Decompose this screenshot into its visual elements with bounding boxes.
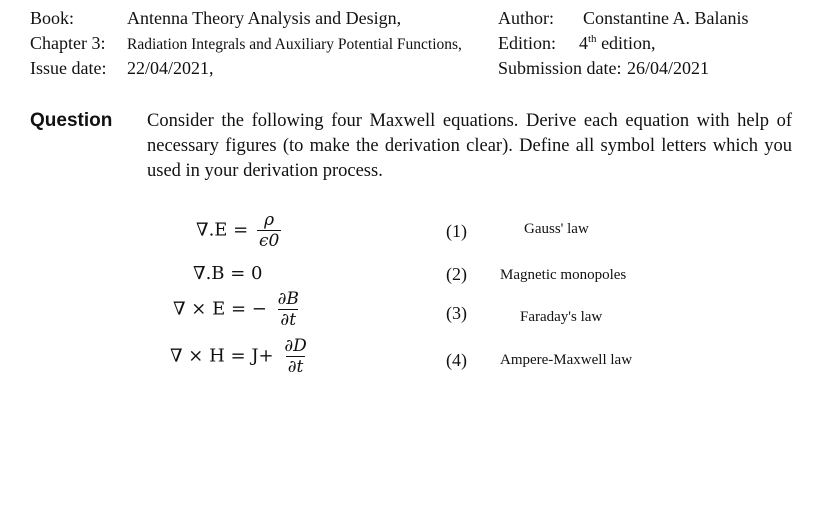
equation-1-denominator: ϵ0 — [258, 231, 280, 251]
equation-3-fraction — [276, 289, 301, 330]
equation-1-fraction — [257, 210, 281, 251]
equation-3-denominator: ∂t — [280, 310, 297, 330]
question-text: Consider the following four Maxwell equations. Derive each equation with help of necessary figures (to make the derivation clear). Define all symbol letters which you used in your derivation process. — [147, 111, 792, 181]
equation-1-number: (1) — [446, 221, 467, 241]
author-name: Constantine A. Balanis — [583, 8, 749, 28]
equation-2-lhs: ∇.B = 0 — [193, 263, 263, 284]
submission-date: 26/04/2021 — [627, 58, 710, 78]
equation-4 — [170, 336, 309, 377]
equation-3-number: (3) — [446, 303, 467, 323]
equation-4-law: Ampere-Maxwell law — [500, 352, 633, 368]
book-label: Book: — [30, 8, 75, 28]
author-label: Author: — [498, 8, 554, 28]
edition-suffix: th — [588, 33, 597, 45]
issue-date: 22/04/2021, — [127, 58, 214, 78]
equation-3-numerator: ∂B — [277, 289, 299, 309]
equation-3-lhs: ∇ × E = − — [173, 298, 267, 320]
question-label: Question — [30, 110, 113, 131]
equation-1 — [196, 210, 281, 251]
edition-label: Edition: — [498, 33, 556, 53]
equation-3-law: Faraday's law — [520, 309, 603, 325]
equation-2-number: (2) — [446, 264, 467, 284]
equation-3 — [173, 289, 301, 330]
equation-2-law: Magnetic monopoles — [500, 267, 627, 283]
equation-4-lhs: ∇ × H = J+ — [170, 345, 274, 367]
equation-4-denominator: ∂t — [287, 357, 304, 377]
equation-1-lhs: ∇.E = — [196, 219, 249, 241]
book-title: Antenna Theory Analysis and Design, — [127, 8, 402, 28]
edition-value — [579, 33, 656, 54]
edition-number: 4 — [579, 33, 588, 53]
equation-4-number: (4) — [446, 350, 467, 370]
equation-4-fraction — [282, 336, 308, 377]
equation-2 — [193, 263, 263, 284]
edition-word: edition, — [601, 33, 656, 53]
equation-1-numerator: ρ — [264, 210, 275, 230]
submission-label: Submission date: — [498, 58, 622, 78]
issue-label: Issue date: — [30, 58, 107, 78]
chapter-title: Radiation Integrals and Auxiliary Potential Functions, — [127, 36, 462, 53]
chapter-label: Chapter 3: — [30, 33, 106, 53]
equation-1-law: Gauss' law — [524, 221, 589, 237]
equation-4-numerator: ∂D — [284, 336, 307, 356]
